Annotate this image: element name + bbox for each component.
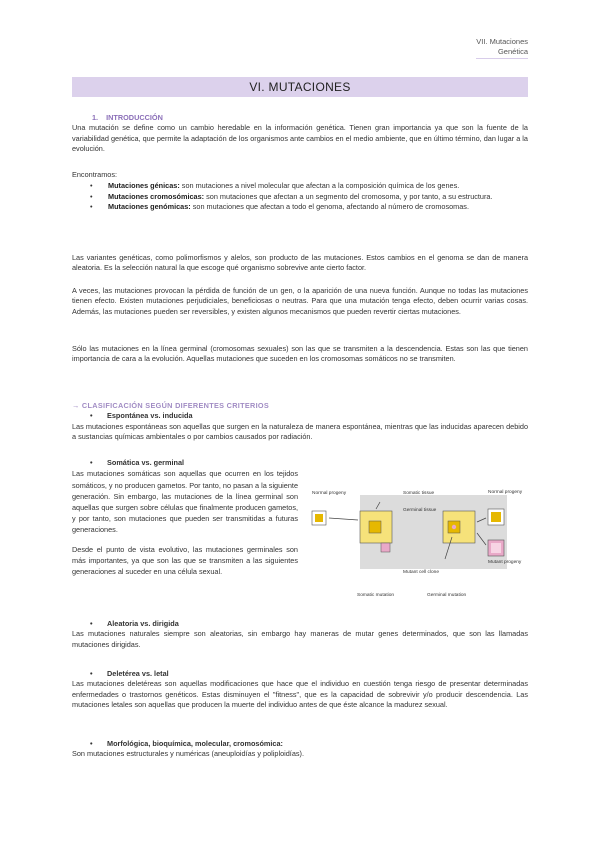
subheading-aleatoria: • Aleatoria vs. dirigida [90, 619, 179, 628]
intro-paragraph-4: Sólo las mutaciones en la línea germinal (cromosomas sexuales) son las que se transmiten a la descendencia. Estas son las que tienen importancia de cara a la evolución. Aquellas mutaciones que suceden en los cromosomas somáticos no se transmiten. [72, 344, 528, 364]
germinal-mutation-dot [452, 525, 456, 529]
normal-progeny-right-cell [491, 512, 501, 522]
subheading-morfologica: • Morfológica, bioquímica, molecular, cromosómica: [90, 739, 283, 748]
label-somatic-mutation: Somatic mutation [357, 593, 395, 598]
intro-paragraph-2: Las variantes genéticas, como polimorfismos y alelos, son producto de las mutaciones. Estos cambios en el genoma se dan de manera aleatoria. Es la selección natural la que escoge qué organismo sobrevive ante cierto factor. [72, 253, 528, 273]
subheading-text: Morfológica, bioquímica, molecular, cromosómica: [107, 739, 283, 748]
page-header [476, 37, 528, 59]
label-mutant-progeny: Mutant progeny [488, 560, 522, 565]
label-somatic-tissue: Somatic tissue [403, 491, 435, 496]
list-item [72, 202, 528, 212]
label-normal-progeny-left: Normal progeny [312, 491, 347, 496]
list-item-term: Mutaciones genómicas: [108, 202, 191, 212]
mutant-progeny-cell [491, 543, 501, 553]
list-item [72, 181, 528, 191]
somatica-section [72, 458, 298, 577]
label-germinal-tissue: Germinal tissue [403, 508, 437, 513]
label-normal-progeny-right: Normal progeny [488, 490, 523, 495]
intro-paragraph-3: A veces, las mutaciones provocan la pérdida de función de un gen, o la aparición de una nueva función. Aunque no todas las mutaciones tienen efecto. Existen mutaciones perjudiciales, beneficiosas o neutras. Para que una mutación tenga efecto, deben ocurrir varias cosas. Además, las mutaciones pueden ser reversibles, y existen algunos mecanismos que pueden revertir ciertas mutaciones. [72, 286, 528, 316]
arrow-to-normal-left [329, 518, 358, 520]
classification-section [72, 401, 528, 443]
intro-section [72, 113, 528, 155]
list-item-term: Mutaciones cromosómicas: [108, 191, 205, 201]
somatica-text: Las mutaciones somáticas son aquellas que ocurren en los tejidos somáticos, y no producen gametos. Por tanto, no pasan a la siguiente generación. Sin embargo, las mutaciones de la línea germinal son aquellas que surgen sobre células que finalmente producen gametos, y por tanto, son mutaciones que pueden ser transmitidas a futuras generaciones. [72, 469, 298, 534]
somatica-text-2: Desde el punto de vista evolutivo, las mutaciones germinales son más importantes, ya que son las que se transmiten a las siguientes generaciones al suceder en una célula sexual. [72, 544, 298, 577]
subheading-somatica: • Somática vs. germinal [90, 458, 185, 467]
label-mutant-cell-clone: Mutant cell clone [403, 570, 439, 575]
intro-heading-text: INTRODUCCIÓN [106, 113, 163, 122]
deleterea-text: Las mutaciones deletéreas son aquellas modificaciones que hace que el individuo en cuestión tenga riesgo de presentar determinadas enfermedades o trastornos genéticos. Estas disminuyen el "fitness", que es la capacidad de sobrevivir y/o producir descendencia. Las mutaciones letales son aquellas que producen la muerte del individuo antes de que éste alcance la madurez sexual. [72, 679, 528, 710]
morfologica-section [72, 739, 528, 760]
subheading-text: Espontánea vs. inducida [107, 411, 193, 421]
intro-heading [72, 113, 528, 123]
label-germinal-mutation: Germinal mutation [427, 593, 467, 598]
mutant-clone-cell [381, 543, 390, 552]
somatic-germinal-figure [305, 485, 529, 600]
intro-number: 1. [92, 113, 99, 122]
list-item-term: Mutaciones génicas: [108, 181, 180, 191]
list-item-text: son mutaciones a nivel molecular que afectan a la composición química de los genes. [179, 181, 460, 191]
encontramos-label: Encontramos: [72, 170, 118, 179]
header-subject: Genética [476, 47, 528, 59]
aleatoria-section [72, 619, 528, 650]
header-chapter: VII. Mutaciones [476, 37, 528, 46]
mutation-types [72, 170, 528, 213]
classification-heading: → CLASIFICACIÓN SEGÚN DIFERENTES CRITERIOS [72, 401, 270, 410]
subheading-text: Aleatoria vs. dirigida [107, 619, 179, 628]
normal-progeny-left-cell [315, 514, 323, 522]
list-item-text: son mutaciones que afectan a todo el genoma, afectando al número de cromosomas. [190, 202, 469, 212]
espontanea-text: Las mutaciones espontáneas son aquellas que surgen en la naturaleza de manera espontánea, mientras que las inducidas aparecen debido a sustancias químicas ambientales o por cambios causados por radiación. [72, 421, 528, 442]
somatic-cell [369, 521, 381, 533]
list-item-text: son mutaciones que afectan a un segmento del cromosoma, y por tanto, a su estructura. [204, 191, 493, 201]
morfologica-text: Son mutaciones estructurales y numéricas (aneuploidías y poliploidías). [72, 749, 304, 759]
subheading-text: Somática vs. germinal [107, 458, 185, 467]
subheading-espontanea: • Espontánea vs. inducida [90, 411, 193, 421]
subheading-deleterea: • Deletérea vs. letal [90, 669, 169, 678]
mutation-type-list [72, 181, 528, 212]
subheading-text: Deletérea vs. letal [107, 669, 169, 678]
page-title: VI. MUTACIONES [72, 77, 528, 97]
intro-paragraph-1: Una mutación se define como un cambio heredable en la información genética. Tienen gran importancia ya que son la fuente de la variabilidad genética, que permite la adaptación de los organismos ante cambios en el medio ambiente, que en último término, dan lugar a la evolución. [72, 123, 528, 154]
aleatoria-text: Las mutaciones naturales siempre son aleatorias, sin embargo hay maneras de mutar genes determinados, que son las llamadas mutaciones dirigidas. [72, 629, 528, 649]
list-item [72, 192, 528, 202]
deleterea-section [72, 669, 528, 711]
